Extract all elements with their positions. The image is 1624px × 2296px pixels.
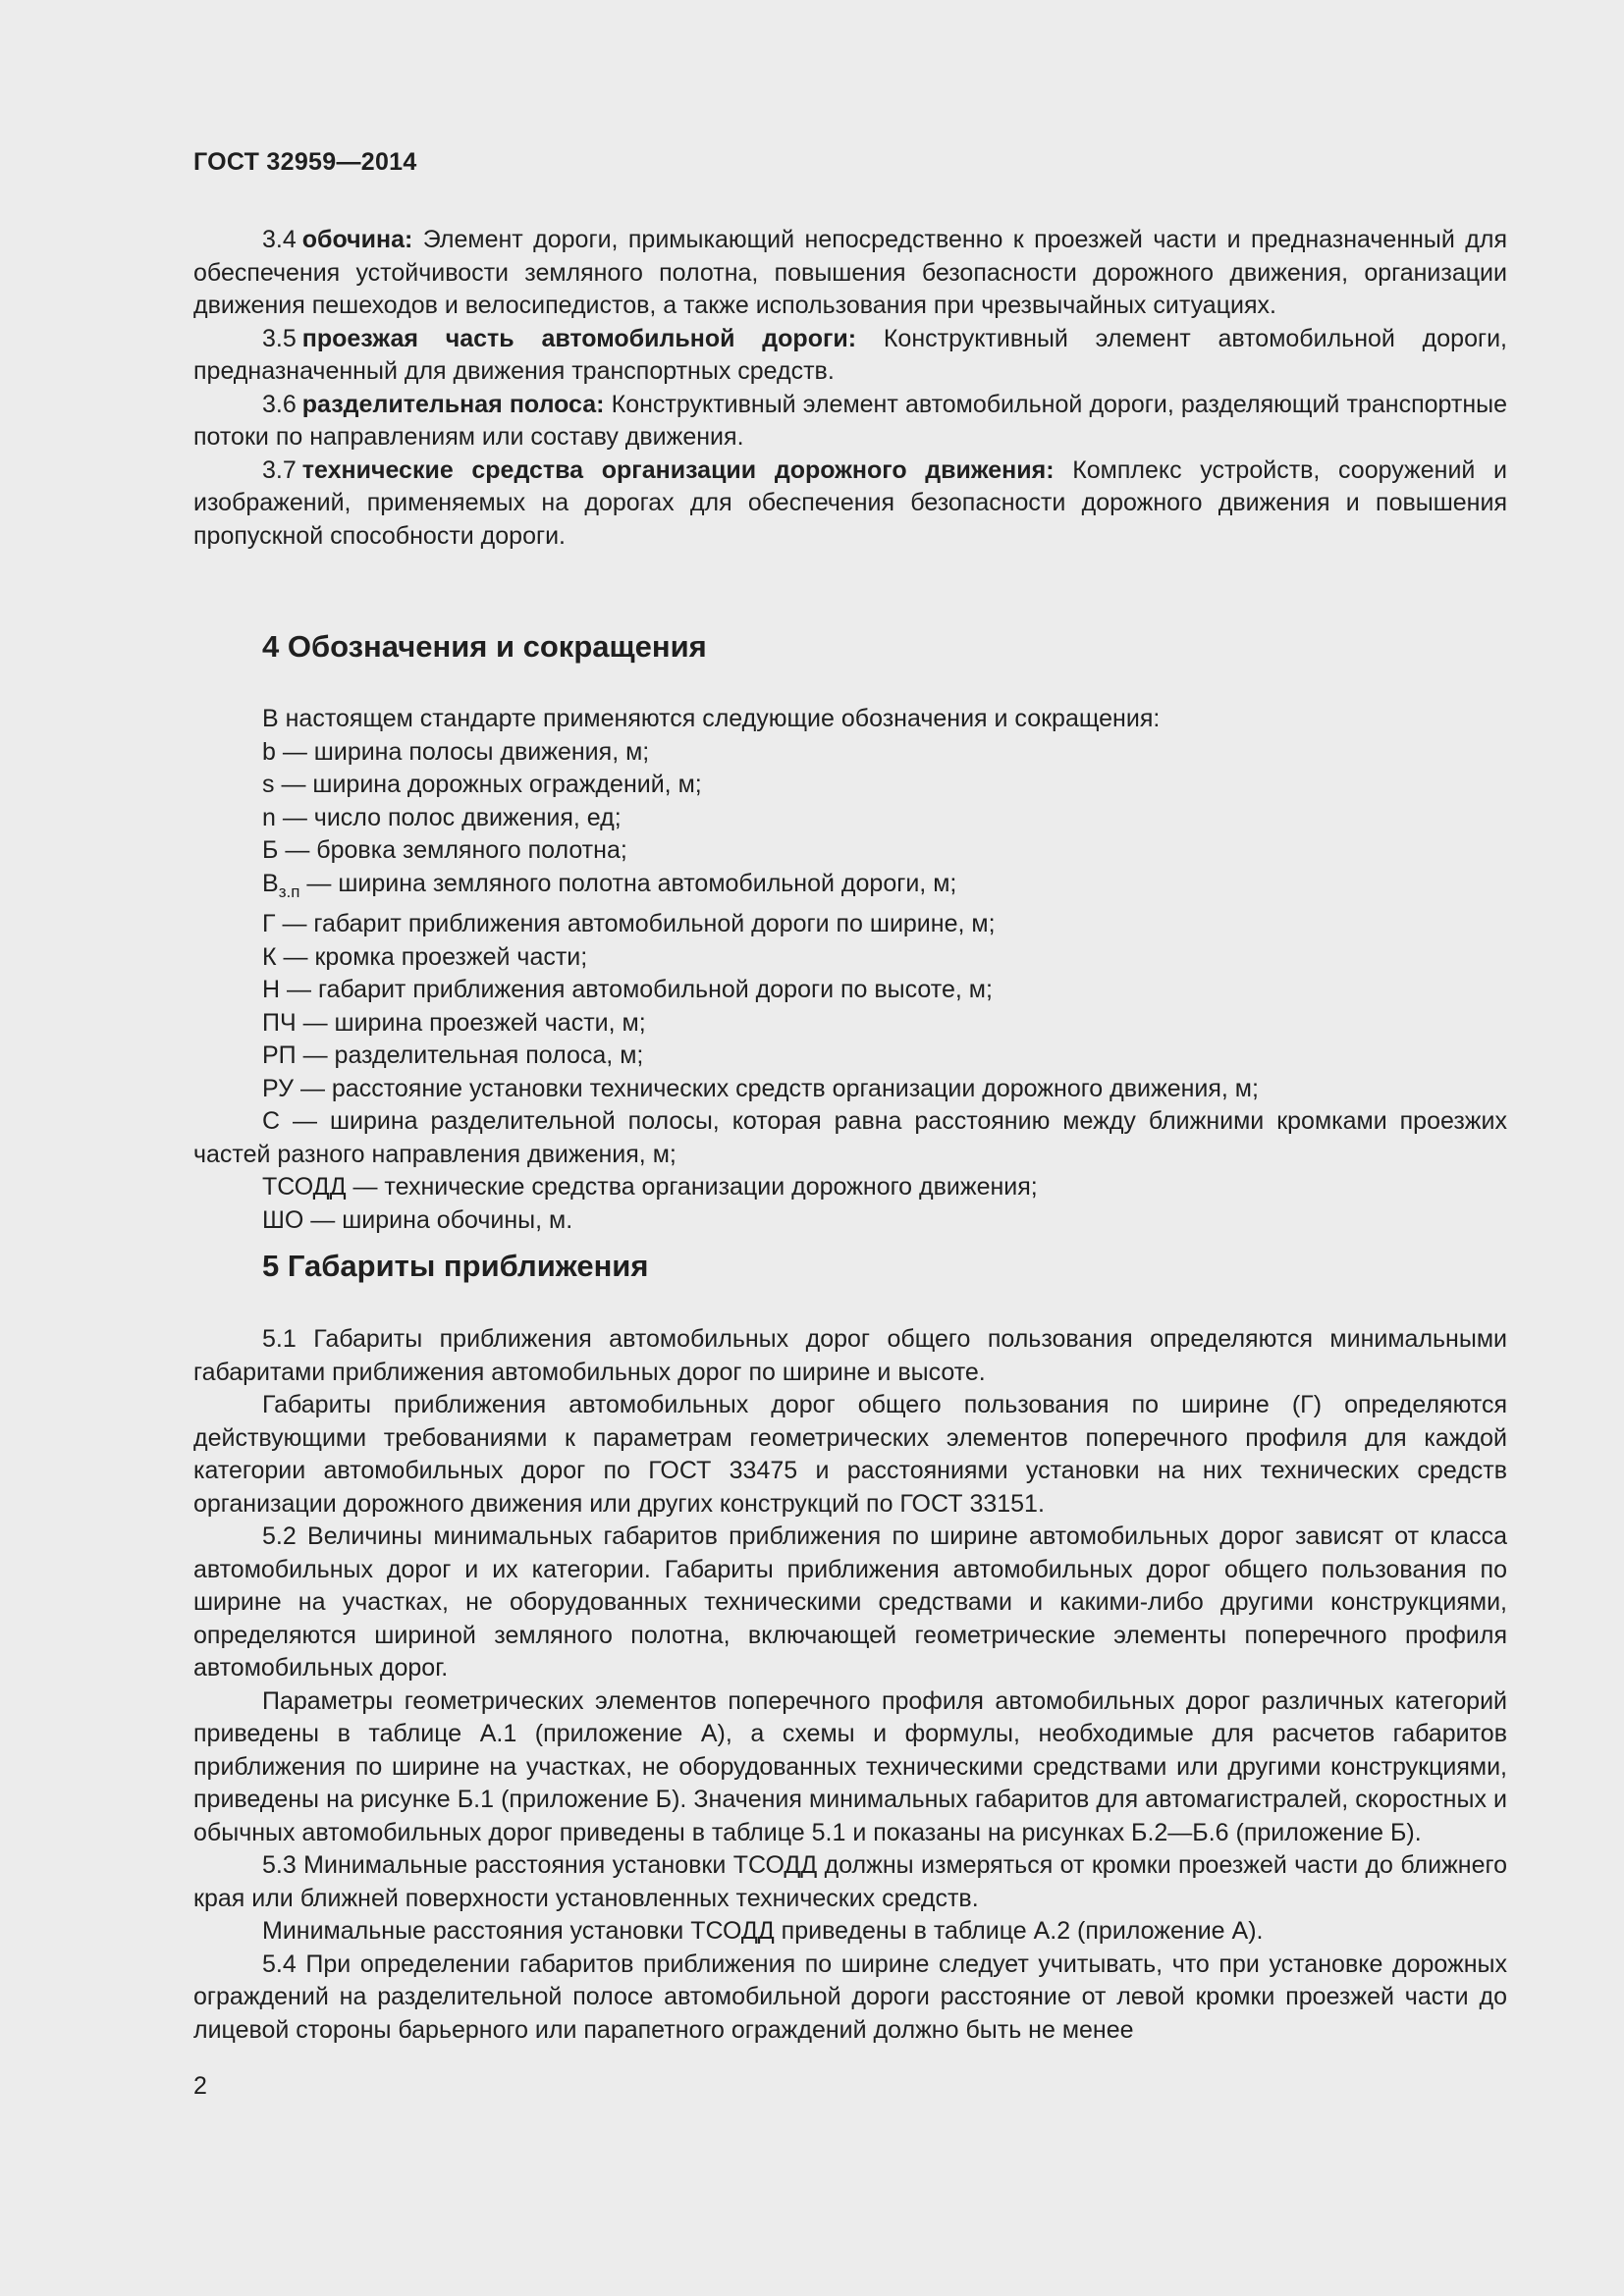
def-text: Элемент дороги, примыкающий непосредственно к проезжей части и предназначенный для обеспечения устойчивости земляного полотна, повышения безопасности дорожного движения, организации движения пешеходов и велосипедистов, а также использования при чрезвычайных ситуациях. — [193, 226, 1507, 319]
symbol-subscript: з.п — [278, 881, 300, 901]
def-term: проезжая часть автомобильной дороги: — [301, 324, 857, 352]
definition-3-4 — [193, 224, 1507, 323]
paragraph: 5.3 Минимальные расстояния установки ТСОДД должны измеряться от кромки проезжей части до ближнего края или ближней поверхности установленных технических средств. — [193, 1851, 1507, 1912]
section-5 — [193, 1247, 1507, 2047]
section-4-intro: В настоящем стандарте применяются следующие обозначения и сокращения: — [262, 705, 1161, 732]
def-number: 3.7 — [262, 455, 297, 484]
list-item: К — кромка проезжей части; — [262, 942, 588, 971]
list-item: Б — бровка земляного полотна; — [262, 836, 627, 864]
definition-3-5 — [193, 323, 1507, 389]
paragraph: 5.2 Величины минимальных габаритов приближения по ширине автомобильных дорог зависят от класса автомобильных дорог и их категории. Габариты приближения автомобильных дорог общего пользования по ширине на участках, не оборудованных техническими средствами и какими-либо другими конструкциями, определяются шириной земляного полотна, включающей геометрические элементы поперечного профиля автомобильных дорог. — [193, 1522, 1507, 1682]
def-term: разделительная полоса: — [301, 390, 605, 418]
list-item: ШО — ширина обочины, м. — [262, 1205, 573, 1234]
def-text: Комплекс устройств, сооружений и изображений, применяемых на дорогах для обеспечения безопасности дорожного движения и повышения пропускной способности дороги. — [193, 455, 1507, 550]
list-item: Г — габарит приближения автомобильной дороги по ширине, м; — [262, 910, 996, 937]
paragraph: Параметры геометрических элементов поперечного профиля автомобильных дорог различных категорий приведены в таблице А.1 (приложение А), а схемы и формулы, необходимые для расчетов габаритов приближения по ширине на участках, не оборудованных техническими средствами или другими конструкциями, приведены на рисунке Б.1 (приложение Б). Значения минимальных габаритов для автомагистралей, скоростных и обычных автомобильных дорог приведены в таблице 5.1 и показаны на рисунках Б.2—Б.6 (приложение Б). — [193, 1686, 1507, 1846]
symbol-description: — ширина земляного полотна автомобильной дороги, м; — [299, 869, 957, 897]
list-item: Н — габарит приближения автомобильной дороги по высоте, м; — [262, 976, 993, 1003]
list-item: С — ширина разделительной полосы, которая равна расстоянию между ближними кромками проезжих частей разного направления движения, м; — [193, 1107, 1507, 1168]
list-item: n — число полос движения, ед; — [262, 803, 622, 831]
list-item: ПЧ — ширина проезжей части, м; — [262, 1008, 646, 1037]
definition-3-7 — [193, 454, 1507, 554]
page-number: 2 — [193, 2072, 207, 2100]
list-item: b — ширина полосы движения, м; — [262, 737, 650, 766]
def-term: обочина: — [301, 226, 413, 253]
list-item: ТСОДД — технические средства организации дорожного движения; — [262, 1173, 1038, 1201]
def-text: Конструктивный элемент автомобильной дороги, предназначенный для движения транспортных средств. — [193, 324, 1507, 385]
symbol-main: B — [262, 869, 279, 897]
document-page — [193, 0, 1507, 2296]
definitions-block — [193, 224, 1507, 553]
paragraph: Габариты приближения автомобильных дорог общего пользования по ширине (Г) определяются действующими требованиями к параметрам геометрических элементов поперечного профиля для каждой категории автомобильных дорог по ГОСТ 33475 и расстояниями установки на них технических средств организации дорожного движения или других конструкций по ГОСТ 33151. — [193, 1391, 1507, 1518]
def-number: 3.6 — [262, 390, 297, 418]
doc-header: ГОСТ 32959—2014 — [193, 148, 417, 176]
paragraph: 5.4 При определении габаритов приближения по ширине следует учитывать, что при установке дорожных ограждений на разделительной полосе автомобильной дороги расстояние от левой кромки проезжей части до лицевой стороны барьерного или парапетного ограждений должно быть не менее — [193, 1949, 1507, 2044]
list-item: РУ — расстояние установки технических средств организации дорожного движения, м; — [262, 1074, 1259, 1102]
paragraph: Минимальные расстояния установки ТСОДД приведены в таблице А.2 (приложение А). — [262, 1917, 1264, 1945]
definition-3-6 — [193, 389, 1507, 454]
section-4 — [193, 627, 1507, 1237]
def-number: 3.5 — [262, 324, 297, 352]
def-number: 3.4 — [262, 226, 297, 253]
def-text: Конструктивный элемент автомобильной дороги, разделяющий транспортные потоки по направлениям или составу движения. — [193, 390, 1507, 451]
list-item: РП — разделительная полоса, м; — [262, 1041, 644, 1069]
list-item: s — ширина дорожных ограждений, м; — [262, 771, 702, 798]
def-term: технические средства организации дорожного движения: — [301, 455, 1055, 484]
paragraph: 5.1 Габариты приближения автомобильных дорог общего пользования определяются минимальными габаритами приближения автомобильных дорог по ширине и высоте. — [193, 1325, 1507, 1386]
section-4-title: 4 Обозначения и сокращения — [262, 629, 707, 664]
list-item — [193, 868, 1507, 909]
section-5-title: 5 Габариты приближения — [262, 1249, 649, 1283]
